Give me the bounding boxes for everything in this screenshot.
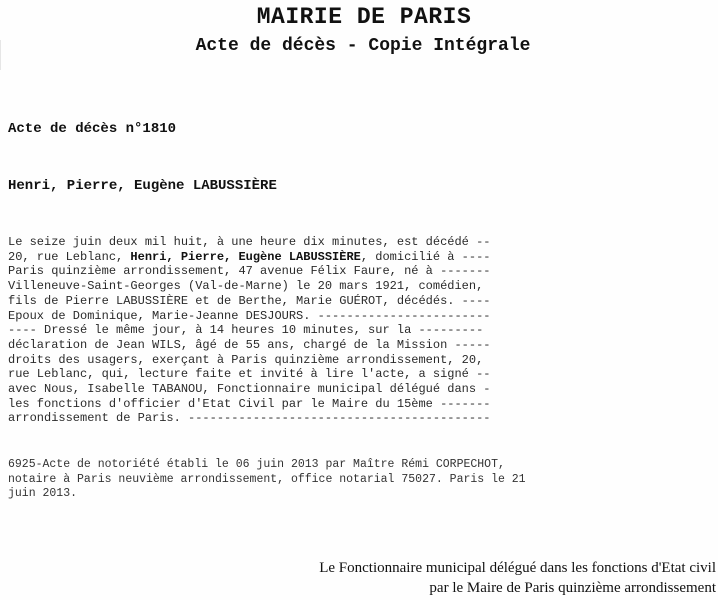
deceased-name-inline: Henri, Pierre, Eugène LABUSSIÈRE [130,249,361,264]
signature-line: Le Fonctionnaire municipal délégué dans les fonctions d'Etat civil [319,560,716,576]
body-line: rue Leblanc, qui, lecture faite et invité à lire l'acte, a signé -- [8,367,491,382]
body-line: avec Nous, Isabelle TABANOU, Fonctionnaire municipal délégué dans - [8,382,491,397]
note-line: 6925-Acte de notoriété établi le 06 juin 2013 par Maître Rémi CORPECHOT, [8,458,505,471]
body-line: Paris quinzième arrondissement, 47 avenue Félix Faure, né à ------- [8,264,491,279]
body-line: fils de Pierre LABUSSIÈRE et de Berthe, Marie GUÉROT, décédés. ---- [8,293,491,308]
body-line: arrondissement de Paris. ------------------------------------------ [8,411,491,426]
body-line-part: , domicilié à ---- [360,249,491,264]
body-line: Epoux de Dominique, Marie-Jeanne DESJOURS. ------------------------ [8,308,491,323]
document-subtitle: Acte de décès - Copie Intégrale [195,36,531,56]
act-body-text [8,235,583,426]
marginal-note [8,458,568,502]
note-line: juin 2013. [8,487,78,500]
body-line: ---- Dressé le même jour, à 14 heures 10 minutes, sur la --------- [8,323,484,338]
body-line [8,250,583,265]
body-line: déclaration de Jean WILS, âgé de 55 ans, chargé de la Mission ----- [8,337,491,352]
body-line: les fonctions d'officier d'Etat Civil par le Maire du 15ème ------- [8,396,491,411]
body-line: Le seize juin deux mil huit, à une heure dix minutes, est décédé -- [8,235,491,249]
act-number: Acte de décès n°1810 [8,121,177,137]
deceased-name: Henri, Pierre, Eugène LABUSSIÈRE [8,178,277,194]
note-line: notaire à Paris neuvième arrondissement, office notarial 75027. Paris le 21 [8,472,526,486]
body-line-part: 20, rue Leblanc, [8,249,131,264]
body-line: Villeneuve-Saint-Georges (Val-de-Marne) le 20 mars 1921, comédien, [8,279,484,294]
signature-line: par le Maire de Paris quinzième arrondissement [429,580,716,596]
signature-block [319,558,716,598]
issuer-title: MAIRIE DE PARIS [256,4,472,30]
body-line: droits des usagers, exerçant à Paris quinzième arrondissement, 20, [8,352,484,367]
